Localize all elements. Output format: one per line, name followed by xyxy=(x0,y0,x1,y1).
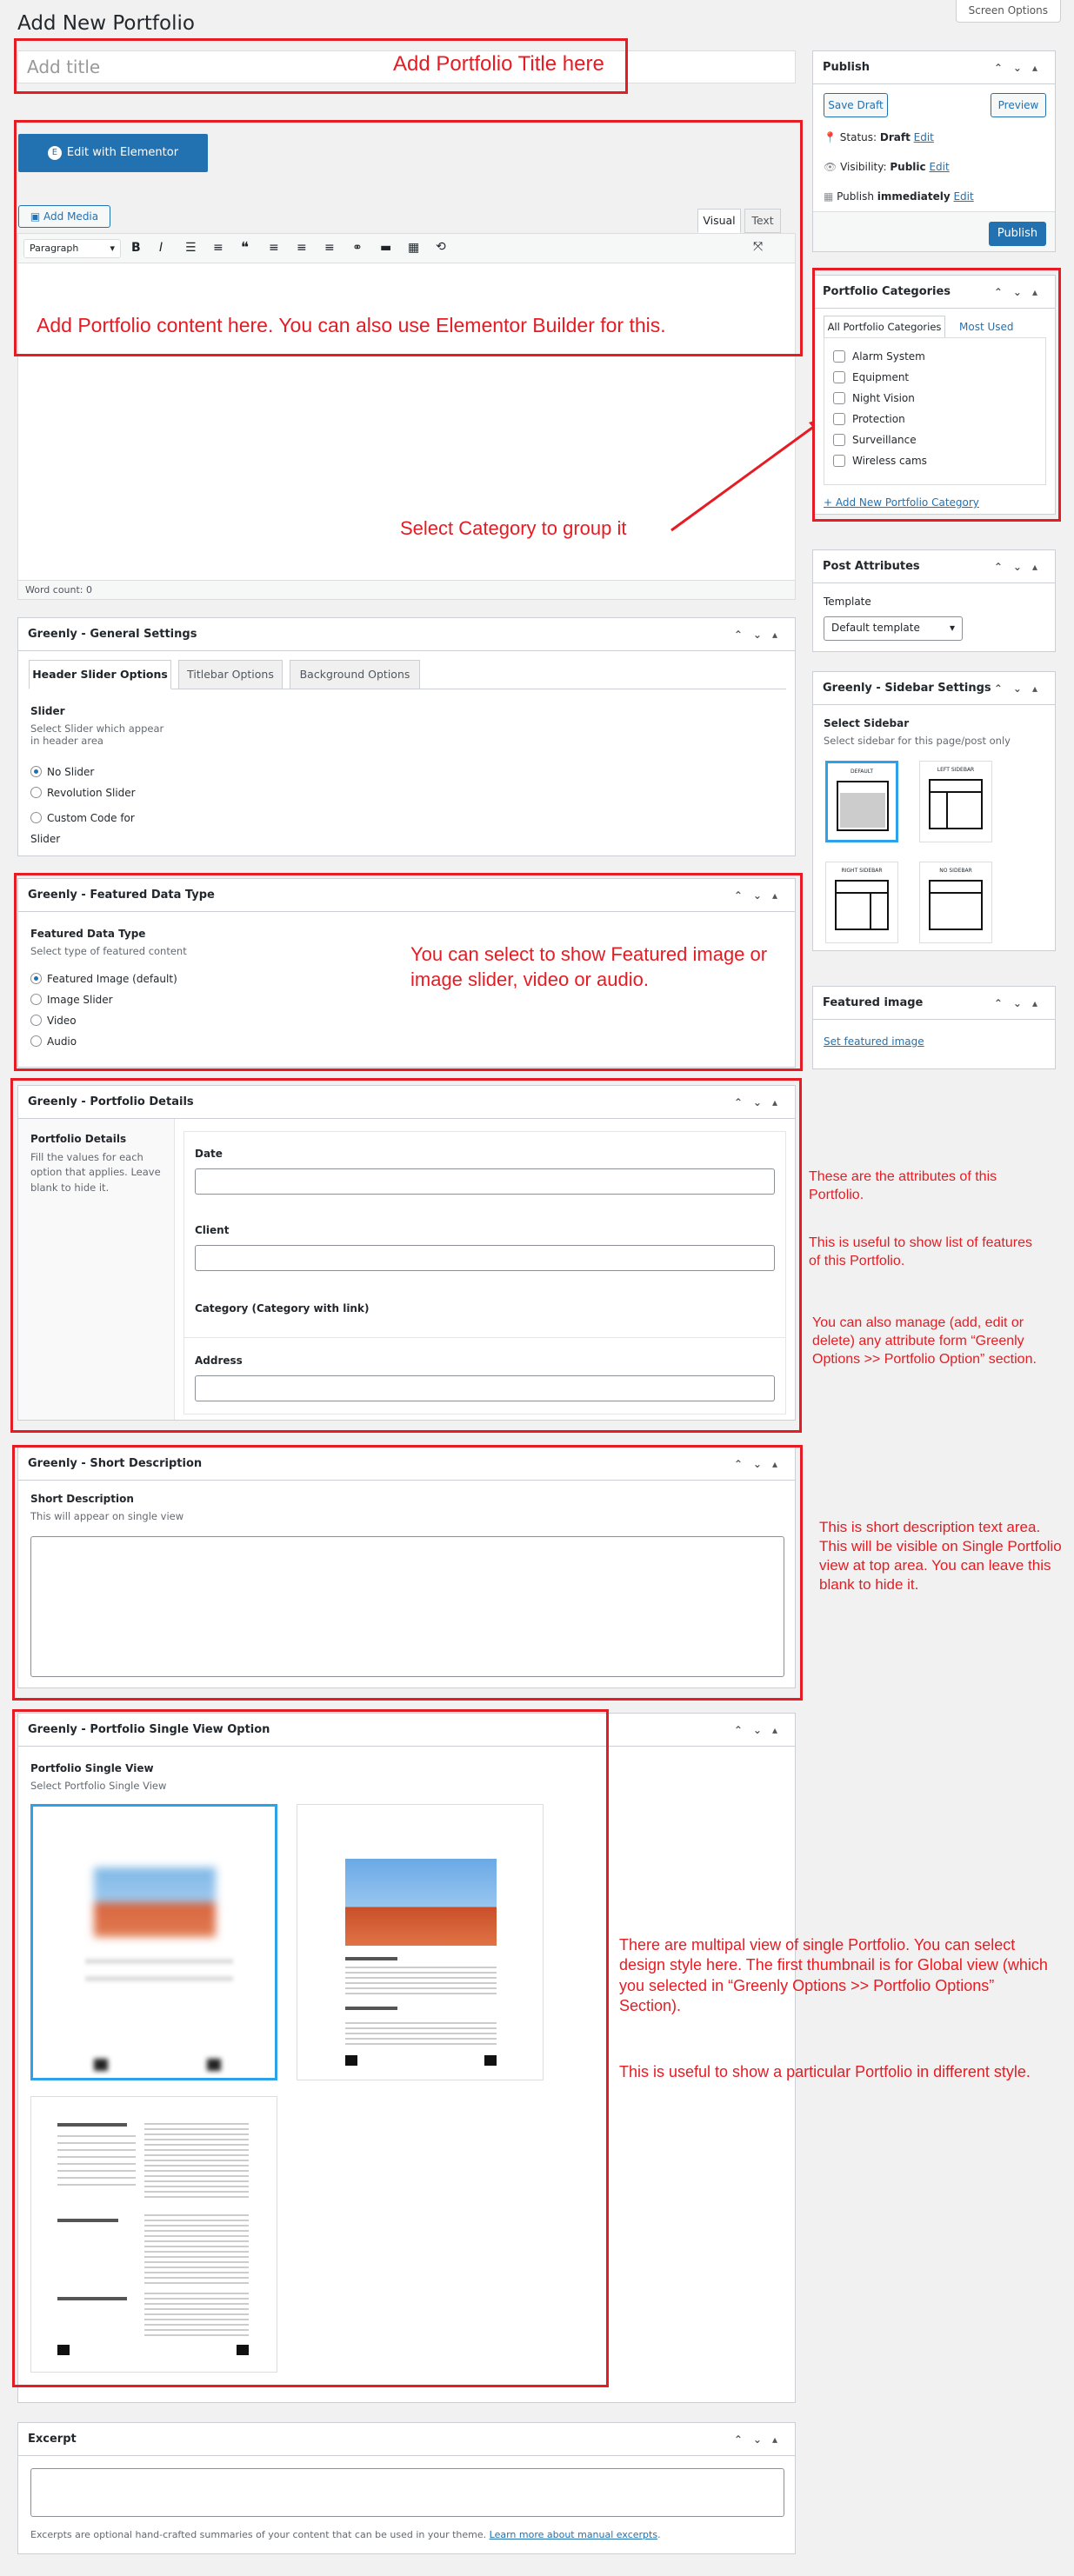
general-settings-box xyxy=(17,617,796,856)
media-icon: ▣ xyxy=(30,210,44,223)
category-alarm-system[interactable]: Alarm System xyxy=(833,350,925,363)
tab-text[interactable]: Text xyxy=(744,209,781,233)
link-icon[interactable]: ⚭ xyxy=(352,241,363,255)
short-desc-label: Short Description xyxy=(30,1493,134,1505)
single-view-label: Portfolio Single View xyxy=(30,1762,154,1774)
excerpt-header[interactable]: Excerpt ⌃⌄▴ xyxy=(18,2423,795,2456)
bullet-list-icon[interactable]: ☰ xyxy=(185,241,197,255)
preview-button[interactable]: Preview xyxy=(991,93,1046,117)
post-attributes-box xyxy=(812,549,1056,652)
categories-header[interactable]: Portfolio Categories ⌃⌄▴ xyxy=(813,276,1055,309)
annotation-details-1: These are the attributes of this Portfolio. xyxy=(809,1169,997,1202)
highlight-details xyxy=(10,1078,802,1433)
annotation-content: Add Portfolio content here. You can also use Elementor Builder for this. xyxy=(37,314,666,336)
box-controls-icon[interactable]: ⌃⌄▴ xyxy=(733,1724,788,1736)
arrow-to-categories xyxy=(661,409,835,539)
sidebar-settings-header[interactable]: Greenly - Sidebar Settings ⌃⌄▴ xyxy=(813,672,1055,705)
template-select[interactable]: Default template ▾ xyxy=(824,616,963,641)
tab-header-slider[interactable]: Header Slider Options xyxy=(29,660,171,689)
featured-image-box xyxy=(812,986,1056,1069)
box-controls-icon[interactable]: ⌃⌄▴ xyxy=(993,62,1048,74)
category-equipment[interactable]: Equipment xyxy=(833,371,909,383)
eye-icon: 👁 xyxy=(824,161,841,173)
excerpt-learn-more-link[interactable]: Learn more about manual excerpts xyxy=(489,2529,658,2540)
sidebar-desc: Select sidebar for this page/post only xyxy=(824,735,1011,747)
excerpt-note: Excerpts are optional hand-crafted summaries of your content that can be used in your theme. Learn more about manual excerpts. xyxy=(30,2529,661,2540)
category-surveillance[interactable]: Surveillance xyxy=(833,434,917,446)
excerpt-box xyxy=(17,2422,796,2554)
box-controls-icon[interactable]: ⌃⌄▴ xyxy=(733,629,788,641)
details-desc: Fill the values for each option that applies. Leave blank to hide it. xyxy=(30,1151,161,1194)
highlight-single-view xyxy=(12,1709,609,2387)
category-protection[interactable]: Protection xyxy=(833,413,905,425)
address-label: Address xyxy=(195,1355,243,1367)
client-label: Client xyxy=(195,1224,230,1236)
toolbar-toggle-icon[interactable]: ▦ xyxy=(408,241,420,255)
tab-background[interactable]: Background Options xyxy=(290,660,420,689)
annotation-details-3: You can also manage (add, edit or delete) any attribute form “Greenly Options >> Portfolio Option” section. xyxy=(812,1315,1037,1367)
single-view-desc: Select Portfolio Single View xyxy=(30,1780,167,1792)
short-desc-note: This will appear on single view xyxy=(30,1510,184,1522)
status-edit-link[interactable]: Edit xyxy=(913,131,934,143)
save-draft-button[interactable]: Save Draft xyxy=(824,93,888,117)
annotation-featured: You can select to show Featured image or image slider, video or audio. xyxy=(410,943,768,990)
sidebar-option-right[interactable]: RIGHT SIDEBAR xyxy=(825,862,898,943)
screen-options-button[interactable]: Screen Options xyxy=(956,0,1061,23)
tab-all-categories[interactable]: All Portfolio Categories xyxy=(824,316,945,338)
chevron-down-icon: ▾ xyxy=(110,243,115,254)
pin-icon: 📍 xyxy=(824,131,840,143)
tab-visual[interactable]: Visual xyxy=(697,209,741,233)
schedule-edit-link[interactable]: Edit xyxy=(953,190,974,203)
calendar-icon: ▦ xyxy=(824,190,837,203)
featured-type-desc: Select type of featured content xyxy=(30,945,187,957)
short-description-header[interactable]: Greenly - Short Description ⌃⌄▴ xyxy=(18,1448,795,1481)
page-title: Add New Portfolio xyxy=(17,12,195,35)
status-row: 📍 Status: Draft Edit xyxy=(824,131,934,143)
radio-video[interactable]: Video xyxy=(30,1015,77,1027)
slider-desc: Select Slider which appear in header area xyxy=(30,722,164,747)
date-label: Date xyxy=(195,1148,223,1160)
visibility-row: 👁 Visibility: Public Edit xyxy=(824,161,950,173)
annotation-category: Select Category to group it xyxy=(400,517,627,539)
numbered-list-icon[interactable]: ≡ xyxy=(213,241,223,255)
slider-label: Slider xyxy=(30,705,65,717)
radio-audio[interactable]: Audio xyxy=(30,1035,77,1048)
add-category-link[interactable]: + Add New Portfolio Category xyxy=(824,496,979,509)
category-label: Category (Category with link) xyxy=(195,1302,370,1315)
quote-icon[interactable]: ❝ xyxy=(241,239,250,256)
annotation-short: This is short description text area. This will be visible on Single Portfolio view at top area. You can leave this blank to hide it. xyxy=(819,1519,1062,1594)
featured-type-header[interactable]: Greenly - Featured Data Type ⌃⌄▴ xyxy=(18,879,795,912)
radio-custom-code[interactable]: Custom Code for Slider xyxy=(30,812,135,845)
publish-button[interactable]: Publish xyxy=(989,222,1046,246)
box-controls-icon[interactable]: ⌃⌄▴ xyxy=(733,889,788,902)
elementor-icon: E xyxy=(48,146,62,160)
radio-no-slider[interactable]: No Slider xyxy=(30,766,94,778)
tab-titlebar[interactable]: Titlebar Options xyxy=(178,660,283,689)
single-view-header[interactable]: Greenly - Portfolio Single View Option ⌃⌄▴ xyxy=(18,1714,795,1747)
elementor-refresh-icon[interactable]: ⟲ xyxy=(436,240,446,254)
box-controls-icon[interactable]: ⌃⌄▴ xyxy=(733,1096,788,1108)
set-featured-image-link[interactable]: Set featured image xyxy=(824,1035,924,1048)
annotation-single-2: This is useful to show a particular Portfolio in different style. xyxy=(619,2063,1031,2080)
elementor-label: Edit with Elementor xyxy=(66,146,179,159)
featured-type-label: Featured Data Type xyxy=(30,928,146,940)
general-tabs xyxy=(29,660,786,689)
annotation-details-2: This is useful to show list of features of this Portfolio. xyxy=(809,1235,1032,1268)
box-controls-icon[interactable]: ⌃⌄▴ xyxy=(733,1458,788,1470)
sidebar-label: Select Sidebar xyxy=(824,717,910,729)
box-controls-icon[interactable]: ⌃⌄▴ xyxy=(993,682,1048,695)
format-select[interactable]: Paragraph ▾ xyxy=(23,239,121,258)
align-center-icon[interactable]: ≡ xyxy=(297,241,307,255)
annotation-title: Add Portfolio Title here xyxy=(393,52,604,76)
radio-featured-image[interactable]: Featured Image (default) xyxy=(30,973,177,985)
highlight-short xyxy=(12,1445,803,1701)
title-input[interactable]: Add title xyxy=(17,50,796,83)
post-attributes-header[interactable]: Post Attributes ⌃⌄▴ xyxy=(813,550,1055,583)
category-wireless-cams[interactable]: Wireless cams xyxy=(833,455,927,467)
sidebar-option-none[interactable]: NO SIDEBAR xyxy=(919,862,992,943)
tab-most-used[interactable]: Most Used xyxy=(959,321,1014,333)
box-controls-icon[interactable]: ⌃⌄▴ xyxy=(993,286,1048,298)
highlight-categories xyxy=(812,268,1061,522)
sidebar-settings-box xyxy=(812,671,1056,951)
read-more-icon[interactable]: ▬ xyxy=(380,241,392,255)
add-media-button[interactable]: ▣ Add Media xyxy=(18,205,110,228)
box-controls-icon[interactable]: ⌃⌄▴ xyxy=(993,997,1048,1009)
publish-box xyxy=(812,50,1056,252)
sidebar-option-default[interactable]: DEFAULT xyxy=(825,761,898,842)
align-right-icon[interactable]: ≡ xyxy=(324,241,335,255)
bold-icon[interactable]: B xyxy=(131,241,141,255)
publish-header[interactable]: Publish ⌃⌄▴ xyxy=(813,51,1055,84)
word-count: Word count: 0 xyxy=(18,580,795,599)
category-night-vision[interactable]: Night Vision xyxy=(833,392,915,404)
schedule-row: ▦ Publish immediately Edit xyxy=(824,190,974,203)
featured-image-header[interactable]: Featured image ⌃⌄▴ xyxy=(813,987,1055,1020)
portfolio-details-header[interactable]: Greenly - Portfolio Details ⌃⌄▴ xyxy=(18,1086,795,1119)
general-settings-header[interactable]: Greenly - General Settings ⌃⌄▴ xyxy=(18,618,795,651)
radio-revolution-slider[interactable]: Revolution Slider xyxy=(30,787,136,799)
chevron-down-icon: ▾ xyxy=(949,622,955,634)
template-label: Template xyxy=(824,596,871,608)
annotation-single-1: There are multipal view of single Portfolio. You can select design style here. The first thumbnail is for Global view (which you selected in “Greenly Options >> Portfolio Options” Section). xyxy=(619,1936,1048,2015)
box-controls-icon[interactable]: ⌃⌄▴ xyxy=(993,561,1048,573)
box-controls-icon[interactable]: ⌃⌄▴ xyxy=(733,2433,788,2446)
align-left-icon[interactable]: ≡ xyxy=(269,241,279,255)
visibility-edit-link[interactable]: Edit xyxy=(929,161,950,173)
sidebar-option-left[interactable]: LEFT SIDEBAR xyxy=(919,761,992,842)
italic-icon[interactable]: I xyxy=(159,241,163,255)
details-label: Portfolio Details xyxy=(30,1133,127,1145)
radio-image-slider[interactable]: Image Slider xyxy=(30,994,113,1006)
excerpt-textarea[interactable] xyxy=(30,2468,784,2517)
fullscreen-icon[interactable]: ⤧ xyxy=(753,240,764,254)
